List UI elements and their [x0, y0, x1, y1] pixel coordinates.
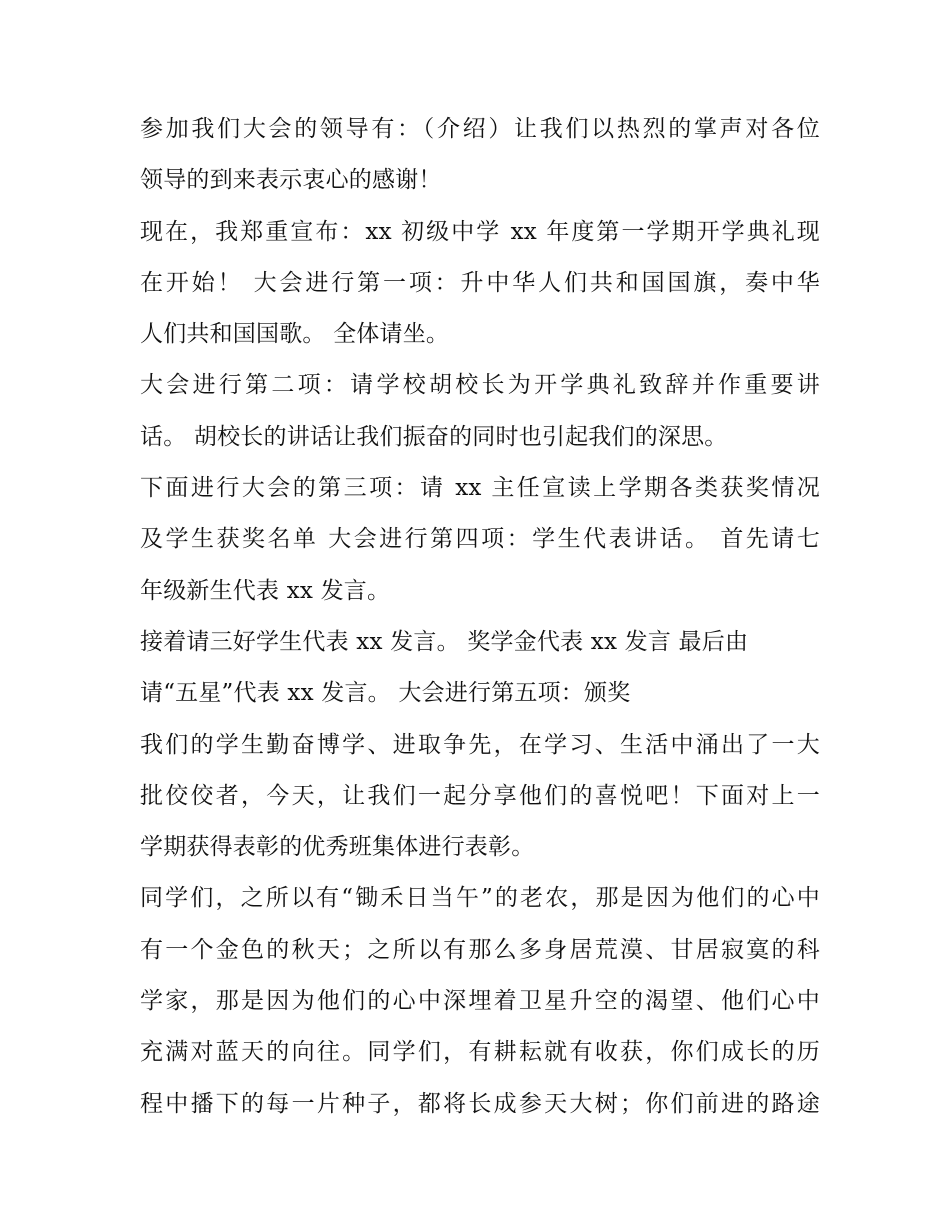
text-line: 领导的到来表示衷心的感谢！ [140, 167, 442, 194]
text-line: 话。 胡校长的讲话让我们振奋的同时也引起我们的深思。 [140, 423, 728, 450]
text-line: 批佼佼者，今天，让我们一起分享他们的喜悦吧！下面对上一 [140, 782, 820, 809]
text-line: 充满对蓝天的向往。同学们，有耕耘就有收获，你们成长的历 [140, 1039, 820, 1066]
text-line: 程中播下的每一片种子，都将长成参天大树；你们前进的路途 [140, 1090, 820, 1117]
text-line: 年级新生代表 xx 发言。 [140, 577, 391, 604]
text-line: 下面进行大会的第三项：请 xx 主任宣读上学期各类获奖情况 [140, 475, 820, 502]
text-line: 参加我们大会的领导有：（介绍）让我们以热烈的掌声对各位 [140, 116, 820, 142]
text-line: 在开始！ 大会进行第一项：升中华人们共和国国旗，奏中华 [140, 269, 820, 296]
text-line: 学家，那是因为他们的心中深埋着卫星升空的渴望、他们心中 [140, 988, 820, 1015]
text-line: 有一个金色的秋天；之所以有那么多身居荒漠、甘居寂寞的科 [140, 936, 820, 963]
text-line: 请“五星”代表 xx 发言。 大会进行第五项：颁奖 [140, 680, 631, 707]
text-line: 大会进行第二项：请学校胡校长为开学典礼致辞并作重要讲 [140, 372, 820, 399]
text-line: 同学们，之所以有“锄禾日当午”的老农，那是因为他们的心中 [140, 885, 820, 912]
text-line: 我们的学生勤奋博学、进取争先，在学习、生活中涌出了一大 [140, 731, 820, 758]
text-line: 人们共和国国歌。 全体请坐。 [140, 321, 450, 348]
text-line: 学期获得表彰的优秀班集体进行表彰。 [140, 834, 535, 861]
body-text [140, 104, 820, 1130]
text-line: 接着请三好学生代表 xx 发言。 奖学金代表 xx 发言 最后由 [140, 628, 749, 655]
text-line: 现在，我郑重宣布：xx 初级中学 xx 年度第一学期开学典礼现 [140, 218, 820, 245]
text-line: 及学生获奖名单 大会进行第四项：学生代表讲话。 首先请七 [140, 526, 820, 553]
